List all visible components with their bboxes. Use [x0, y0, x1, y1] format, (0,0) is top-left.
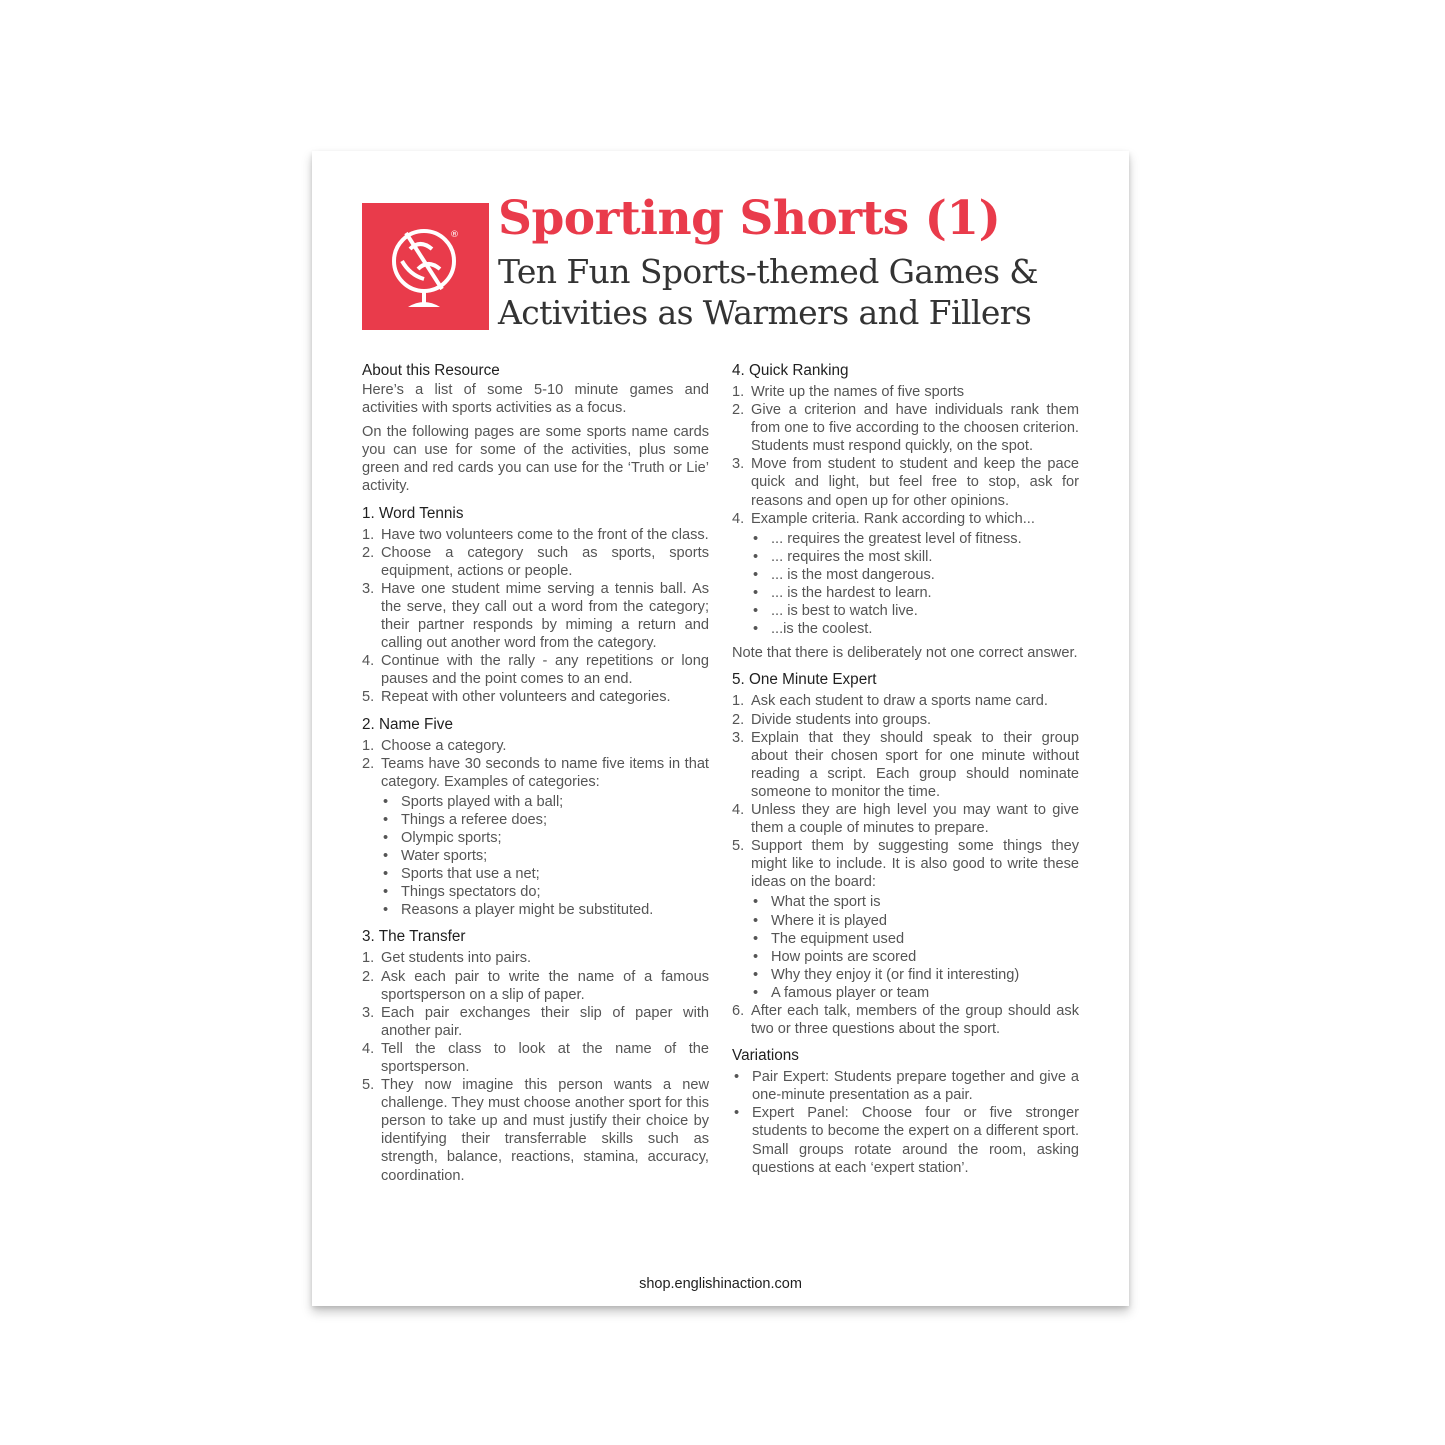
list-item: 1. Have two volunteers come to the front of the class.: [362, 526, 709, 543]
list-item: • ... is the most dangerous.: [753, 566, 935, 583]
list-item: 2. Give a criterion and have individuals rank them from one to five according to the choosen criterion. Students must respond quickly, on the spot.: [732, 402, 1079, 455]
list-item: 5. They now imagine this person wants a new challenge. They must choose another sport for this person to take up and must justify their choice by identifying their transferrable skills such as strength, balance, reactions, stamina, accuracy, coordination.: [362, 1077, 709, 1184]
right-column: [732, 361, 1079, 1177]
list-item: • What the sport is: [753, 894, 881, 911]
globe-logo-icon: [362, 203, 489, 330]
list-item: • Sports that use a net;: [383, 866, 540, 883]
list-item: 2. Teams have 30 seconds to name five items in that category. Examples of categories:: [362, 755, 709, 790]
list-item: • The equipment used: [753, 930, 905, 947]
brand-logo: [362, 203, 489, 330]
word-tennis-heading: 1. Word Tennis: [362, 504, 464, 522]
quick-ranking-steps: [732, 383, 1079, 528]
list-item: • ... is best to watch live.: [753, 603, 918, 620]
one-minute-expert-ideas: [732, 893, 1079, 1002]
page-subtitle: Ten Fun Sports-themed Games & Activities as Warmers and Fillers: [498, 252, 1039, 332]
list-item: 3. Explain that they should speak to their group about their chosen sport for one minute without reading a script. Each group should nominate someone to monitor the time.: [732, 729, 1079, 800]
left-column: [362, 361, 709, 1185]
list-item: • Reasons a player might be substituted.: [383, 902, 654, 919]
list-item: 3. Have one student mime serving a tennis ball. As the serve, they call out a word from the category; their partner responds by miming a return and calling out another word from the category.: [362, 580, 709, 652]
list-item: • ... requires the greatest level of fitness.: [753, 530, 1022, 547]
list-item: • Sports played with a ball;: [383, 793, 564, 810]
list-item: 2. Ask each pair to write the name of a famous sportsperson on a slip of paper.: [362, 968, 709, 1003]
list-item: 4. Unless they are high level you may want to give them a couple of minutes to prepare.: [732, 801, 1079, 837]
list-item: 4. Tell the class to look at the name of the sportsperson.: [362, 1040, 709, 1075]
worksheet-page: [312, 151, 1129, 1306]
list-item: • Expert Panel: Choose four or five stronger students to become the expert on a different sport. Small groups rotate around the room, asking questions at each ‘expert station’.: [734, 1105, 1079, 1176]
list-item: 1. Choose a category.: [362, 737, 507, 754]
about-paragraph-2: On the following pages are some sports name cards you can use for some of the activities, plus some green and red cards you can use for the ‘Truth or Lie’ activity.: [362, 424, 709, 495]
name-five-heading: 2. Name Five: [362, 715, 453, 733]
list-item: • Olympic sports;: [383, 829, 502, 846]
list-item: 1. Write up the names of five sports: [732, 384, 965, 400]
quick-ranking-note: Note that there is deliberately not one correct answer.: [732, 645, 1078, 662]
variations-heading: Variations: [732, 1047, 799, 1065]
list-item: 5. Repeat with other volunteers and categories.: [362, 689, 671, 706]
list-item: • Things a referee does;: [383, 811, 548, 828]
list-item: • Pair Expert: Students prepare together and give a one-minute presentation as a pair.: [734, 1069, 1079, 1104]
list-item: 4. Example criteria. Rank according to which...: [732, 510, 1035, 527]
svg-text:®: ®: [450, 230, 459, 240]
list-item: 1. Ask each student to draw a sports name card.: [732, 693, 1048, 710]
list-item: • ... requires the most skill.: [753, 548, 933, 565]
name-five-steps: [362, 737, 709, 791]
list-item: • Things spectators do;: [383, 884, 541, 901]
about-heading: About this Resource: [362, 362, 500, 379]
list-item: 1. Get students into pairs.: [362, 950, 532, 967]
name-five-examples: [362, 793, 709, 920]
list-item: • Water sports;: [383, 848, 488, 865]
list-item: 6. After each talk, members of the group should ask two or three questions about the sport.: [732, 1003, 1079, 1038]
list-item: 2. Divide students into groups.: [732, 711, 932, 728]
transfer-steps: [362, 949, 709, 1184]
list-item: 4. Continue with the rally - any repetitions or long pauses and the point comes to an end.: [362, 653, 709, 688]
list-item: 3. Move from student to student and keep the pace quick and light, but feel free to stop, ask for reasons and open up for other opinions.: [732, 456, 1079, 509]
word-tennis-steps: [362, 526, 709, 707]
quick-ranking-criteria: [732, 530, 1079, 639]
about-paragraph-1: Here’s a list of some 5-10 minute games and activities with sports activities as a focus.: [362, 382, 709, 417]
footer-url: shop.englishinaction.com: [639, 1276, 802, 1292]
list-item: 2. Choose a category such as sports, sports equipment, actions or people.: [362, 544, 709, 579]
list-item: • Why they enjoy it (or find it interesting): [753, 966, 1020, 983]
list-item: • Where it is played: [753, 912, 887, 929]
transfer-heading: 3. The Transfer: [362, 928, 466, 946]
variations-list: [732, 1068, 1079, 1177]
list-item: • A famous player or team: [753, 984, 930, 1001]
list-item: • ...is the coolest.: [753, 621, 873, 638]
page-title: Sporting Shorts (1): [498, 191, 1001, 246]
quick-ranking-heading: 4. Quick Ranking: [732, 362, 849, 379]
list-item: • ... is the hardest to learn.: [753, 585, 932, 602]
list-item: 5. Support them by suggesting some things they might like to include. It is also good to write these ideas on the board: • What the sport is • Where it is played • The equipment used • How points are scored • Why they enjoy it (or find it interesting) • A famous player or team: [732, 838, 1079, 1001]
list-item: • How points are scored: [753, 948, 917, 965]
list-item: 3. Each pair exchanges their slip of paper with another pair.: [362, 1004, 709, 1039]
one-minute-expert-steps: [732, 692, 1079, 1038]
one-minute-expert-heading: 5. One Minute Expert: [732, 671, 877, 689]
